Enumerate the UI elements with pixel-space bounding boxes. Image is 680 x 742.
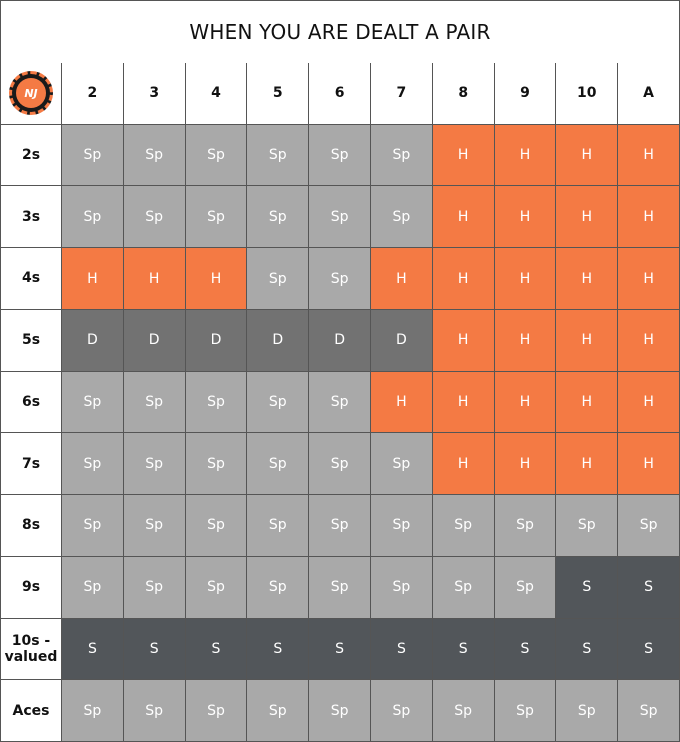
column-header: 7 — [371, 63, 433, 125]
strategy-cell: Sp — [495, 495, 557, 557]
row-header: 3s — [0, 186, 62, 248]
row-header: 6s — [0, 372, 62, 434]
strategy-cell: S — [62, 619, 124, 681]
strategy-cell: S — [618, 557, 680, 619]
strategy-cell: D — [247, 310, 309, 372]
column-header: 2 — [62, 63, 124, 125]
strategy-cell: Sp — [556, 495, 618, 557]
strategy-cell: H — [618, 125, 680, 187]
row-header: Aces — [0, 680, 62, 742]
strategy-cell: S — [556, 619, 618, 681]
strategy-cell: Sp — [371, 433, 433, 495]
strategy-cell: Sp — [247, 372, 309, 434]
strategy-cell: Sp — [62, 433, 124, 495]
column-header: 4 — [186, 63, 248, 125]
strategy-cell: H — [433, 125, 495, 187]
strategy-cell: Sp — [247, 125, 309, 187]
column-header: 8 — [433, 63, 495, 125]
strategy-cell: S — [556, 557, 618, 619]
strategy-cell: H — [495, 125, 557, 187]
strategy-cell: H — [618, 186, 680, 248]
row-header: 7s — [0, 433, 62, 495]
strategy-cell: H — [433, 372, 495, 434]
strategy-cell: D — [186, 310, 248, 372]
strategy-cell: H — [433, 248, 495, 310]
strategy-cell: Sp — [62, 557, 124, 619]
strategy-cell: Sp — [309, 372, 371, 434]
strategy-cell: H — [495, 372, 557, 434]
strategy-cell: Sp — [309, 433, 371, 495]
strategy-cell: H — [556, 248, 618, 310]
column-header: 9 — [495, 63, 557, 125]
strategy-cell: S — [495, 619, 557, 681]
strategy-cell: H — [556, 310, 618, 372]
strategy-cell: Sp — [186, 372, 248, 434]
strategy-cell: Sp — [247, 557, 309, 619]
row-header: 5s — [0, 310, 62, 372]
strategy-cell: Sp — [309, 248, 371, 310]
strategy-cell: Sp — [618, 495, 680, 557]
logo-text: NJ — [16, 78, 46, 108]
strategy-cell: Sp — [186, 495, 248, 557]
strategy-cell: Sp — [309, 680, 371, 742]
strategy-cell: Sp — [371, 495, 433, 557]
strategy-cell: Sp — [247, 495, 309, 557]
column-header: 6 — [309, 63, 371, 125]
row-header: 4s — [0, 248, 62, 310]
row-header: 10s - valued — [0, 619, 62, 681]
strategy-cell: H — [186, 248, 248, 310]
strategy-cell: Sp — [124, 680, 186, 742]
strategy-cell: H — [62, 248, 124, 310]
strategy-cell: S — [247, 619, 309, 681]
strategy-cell: H — [618, 248, 680, 310]
strategy-cell: S — [124, 619, 186, 681]
strategy-cell: Sp — [124, 372, 186, 434]
strategy-cell: H — [556, 125, 618, 187]
strategy-cell: H — [371, 372, 433, 434]
strategy-cell: D — [371, 310, 433, 372]
strategy-cell: H — [433, 310, 495, 372]
strategy-cell: Sp — [309, 125, 371, 187]
strategy-cell: Sp — [124, 186, 186, 248]
strategy-cell: D — [309, 310, 371, 372]
strategy-cell: Sp — [62, 495, 124, 557]
row-header: 8s — [0, 495, 62, 557]
strategy-cell: S — [309, 619, 371, 681]
column-header: A — [618, 63, 680, 125]
strategy-cell: Sp — [124, 125, 186, 187]
strategy-cell: Sp — [495, 557, 557, 619]
strategy-cell: S — [186, 619, 248, 681]
strategy-cell: Sp — [62, 186, 124, 248]
strategy-cell: Sp — [62, 125, 124, 187]
strategy-cell: Sp — [186, 557, 248, 619]
strategy-cell: H — [495, 433, 557, 495]
row-header: 9s — [0, 557, 62, 619]
strategy-cell: Sp — [247, 680, 309, 742]
strategy-cell: Sp — [62, 680, 124, 742]
strategy-cell: Sp — [433, 680, 495, 742]
strategy-cell: H — [371, 248, 433, 310]
strategy-cell: S — [433, 619, 495, 681]
strategy-cell: Sp — [371, 125, 433, 187]
column-header: 5 — [247, 63, 309, 125]
strategy-cell: S — [371, 619, 433, 681]
strategy-cell: Sp — [247, 433, 309, 495]
logo-cell — [0, 63, 62, 125]
strategy-cell: Sp — [124, 495, 186, 557]
strategy-cell: H — [618, 372, 680, 434]
strategy-cell: Sp — [62, 372, 124, 434]
strategy-cell: H — [495, 310, 557, 372]
strategy-cell: Sp — [371, 186, 433, 248]
strategy-cell: Sp — [371, 557, 433, 619]
strategy-cell: S — [618, 619, 680, 681]
strategy-cell: Sp — [186, 186, 248, 248]
row-header: 2s — [0, 125, 62, 187]
chart-title: WHEN YOU ARE DEALT A PAIR — [0, 0, 680, 63]
strategy-cell: Sp — [247, 248, 309, 310]
strategy-cell: H — [433, 186, 495, 248]
strategy-cell: H — [495, 186, 557, 248]
strategy-cell: Sp — [495, 680, 557, 742]
strategy-cell: H — [556, 433, 618, 495]
strategy-cell: D — [124, 310, 186, 372]
strategy-cell: Sp — [309, 186, 371, 248]
strategy-cell: H — [556, 372, 618, 434]
strategy-cell: Sp — [186, 680, 248, 742]
strategy-cell: Sp — [556, 680, 618, 742]
column-header: 3 — [124, 63, 186, 125]
strategy-cell: H — [556, 186, 618, 248]
strategy-cell: Sp — [124, 557, 186, 619]
strategy-cell: Sp — [371, 680, 433, 742]
column-header: 10 — [556, 63, 618, 125]
pair-strategy-grid — [0, 63, 680, 742]
strategy-cell: Sp — [433, 557, 495, 619]
strategy-cell: Sp — [186, 433, 248, 495]
strategy-cell: H — [495, 248, 557, 310]
strategy-cell: H — [124, 248, 186, 310]
strategy-cell: Sp — [433, 495, 495, 557]
nj-logo-icon — [9, 71, 53, 115]
strategy-cell: D — [62, 310, 124, 372]
strategy-cell: Sp — [309, 557, 371, 619]
strategy-cell: Sp — [124, 433, 186, 495]
strategy-cell: H — [618, 310, 680, 372]
strategy-cell: Sp — [247, 186, 309, 248]
strategy-cell: Sp — [186, 125, 248, 187]
strategy-cell: H — [433, 433, 495, 495]
strategy-cell: H — [618, 433, 680, 495]
strategy-cell: Sp — [309, 495, 371, 557]
strategy-cell: Sp — [618, 680, 680, 742]
